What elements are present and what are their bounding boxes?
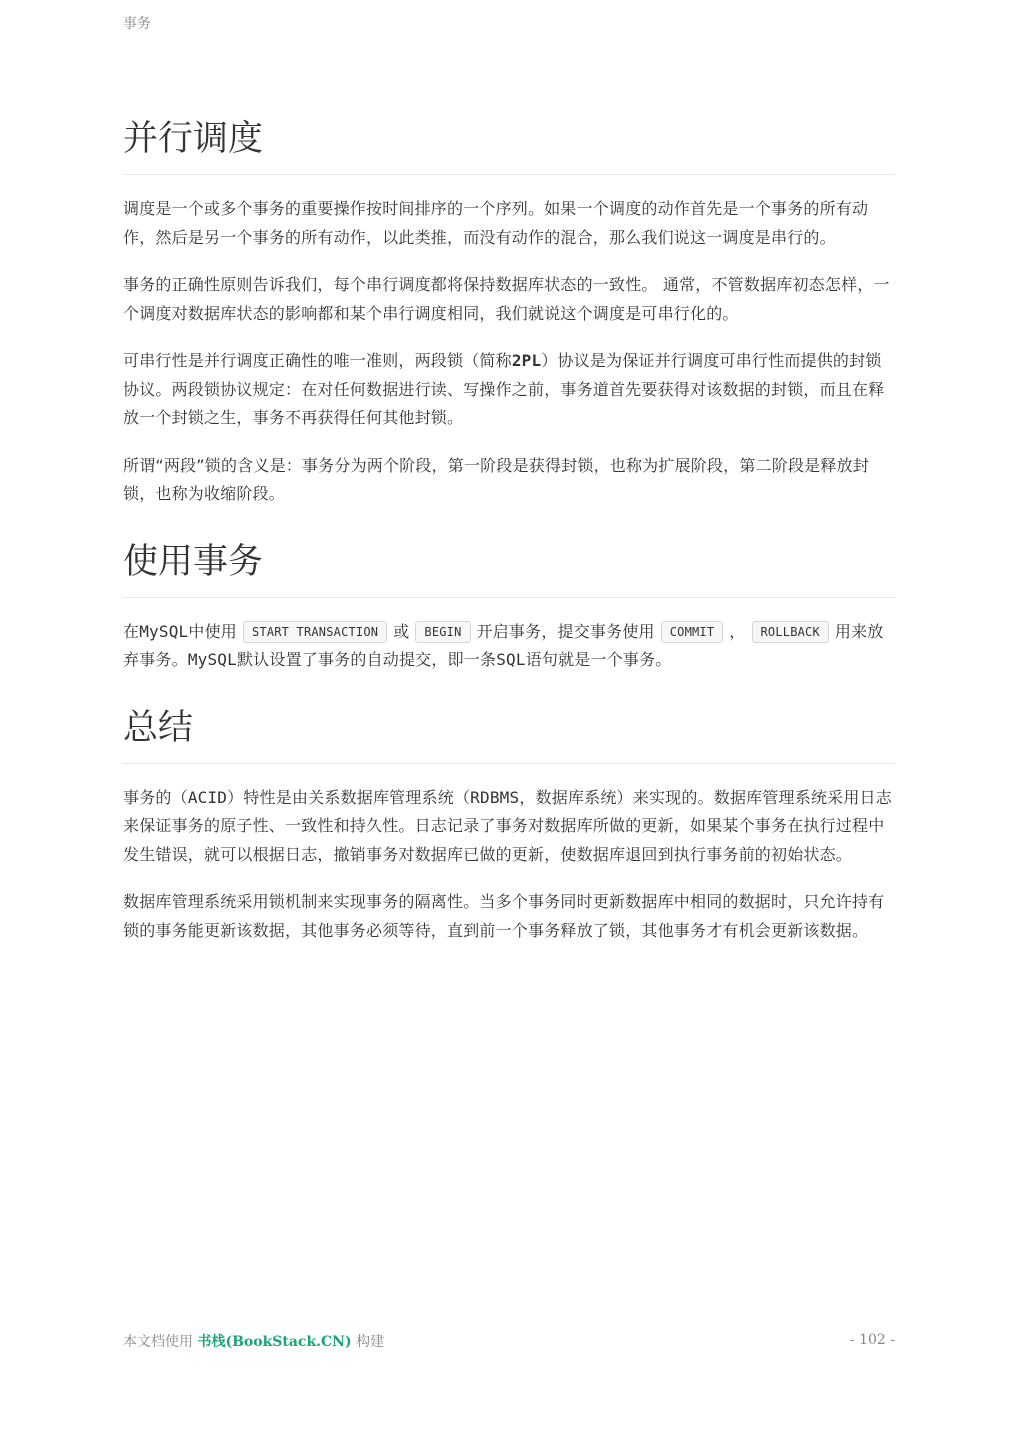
paragraph [123, 347, 895, 433]
text: 默认设置了事务的自动提交，即一条 [236, 650, 497, 669]
code-begin: BEGIN [415, 621, 470, 643]
text: ）特性是由关系数据库管理系统（ [227, 787, 471, 807]
term-mysql: MySQL [187, 650, 237, 669]
text: 中使用 [188, 621, 237, 641]
paragraph [123, 784, 895, 870]
document-content [123, 112, 895, 964]
text: 用来放弃事务。 [123, 621, 884, 669]
paragraph: 数据库管理系统采用锁机制来实现事务的隔离性。当多个事务同时更新数据库中相同的数据时，只允许持有锁的事务能更新该数据，其他事务必须等待，直到前一个事务释放了锁，其他事务才有机会更新该数据。 [123, 892, 885, 940]
heading-using-transactions: 使用事务 [123, 535, 895, 598]
text: ）协议是为保证并行调度可串行性而提供的封锁协议。两段锁协议规定：在对任何数据进行读、写操作之前，事务道首先要获得对该数据的封锁，而且在释放一个封锁之生，事务不再获得任何其他封锁。 [123, 351, 885, 427]
text: 或 [393, 621, 410, 641]
heading-parallel-scheduling: 并行调度 [123, 112, 895, 175]
footer-prefix: 本文档使用 [123, 1334, 193, 1350]
paragraph: 调度是一个或多个事务的重要操作按时间排序的一个序列。如果一个调度的动作首先是一个事务的所有动作，然后是另一个事务的所有动作，以此类推，而没有动作的混合，那么我们说这一调度是串行的。 [123, 199, 869, 247]
term-sql: SQL [496, 650, 526, 669]
text: ， [729, 621, 746, 641]
page-number: - 102 - [849, 1332, 895, 1348]
footer-suffix: 构建 [356, 1334, 385, 1350]
footer-credit [123, 1331, 384, 1351]
paragraph: 事务的正确性原则告诉我们，每个串行调度都将保持数据库状态的一致性。 通常，不管数据库初态怎样，一个调度对数据库状态的影响都和某个串行调度相同，我们就说这个调度是可串行化的。 [123, 275, 890, 323]
paragraph: 所谓“两段”锁的含义是：事务分为两个阶段，第一阶段是获得封锁，也称为扩展阶段，第二阶段是释放封锁，也称为收缩阶段。 [123, 455, 869, 503]
text: 在 [123, 621, 140, 641]
bookstack-link[interactable]: 书栈(BookStack.CN) [197, 1334, 352, 1350]
text: 语句就是一个事务。 [525, 650, 672, 669]
text: 开启事务，提交事务使用 [476, 621, 655, 641]
heading-summary: 总结 [123, 701, 895, 764]
term-mysql: MySQL [139, 621, 189, 641]
code-commit: COMMIT [661, 621, 724, 643]
text: ，数据库系统）来实现的。数据库管理系统采用日志来保证事务的原子性、一致性和持久性。日志记录了事务对数据库所做的更新，如果某个事务在执行过程中发生错误，就可以根据日志，撤销事务对数据库已做的更新，使数据库退回到执行事务前的初始状态。 [123, 787, 892, 864]
term-acid: ACID [187, 787, 228, 807]
running-header: 事务 [123, 16, 151, 32]
text: 可串行性是并行调度正确性的唯一准则，两段锁（简称 [123, 351, 512, 370]
code-rollback: ROLLBACK [752, 621, 829, 643]
paragraph [123, 618, 895, 675]
text: 事务的（ [123, 787, 188, 807]
term-2pl: 2PL [511, 351, 542, 370]
term-rdbms: RDBMS [470, 787, 520, 807]
code-start-transaction: START TRANSACTION [243, 621, 387, 643]
